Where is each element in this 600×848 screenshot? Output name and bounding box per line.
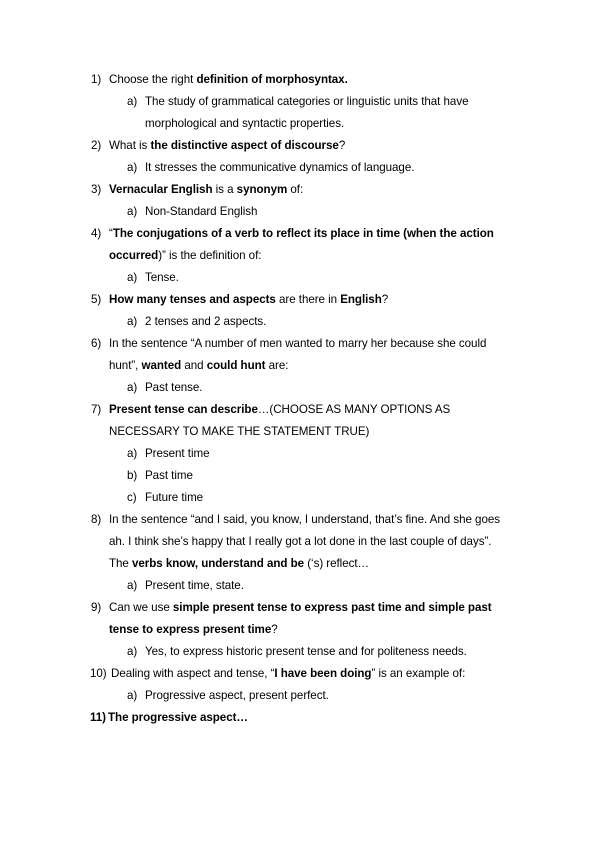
answer-letter: a) <box>127 315 138 328</box>
question-text-line <box>109 183 303 196</box>
question-number: 11) <box>90 711 106 724</box>
answer-letter: a) <box>127 271 138 284</box>
text: ” is an example of: <box>371 667 466 680</box>
text: NECESSARY TO MAKE THE STATEMENT TRUE) <box>109 425 370 438</box>
question-text-line <box>109 513 500 526</box>
answer-text-line: Tense. <box>145 271 179 284</box>
text: is a <box>212 183 237 196</box>
answer-letter: a) <box>127 579 138 592</box>
question-number: 5) <box>91 293 102 306</box>
text: ? <box>381 293 389 306</box>
text: In the sentence “and I said, you know, I understand, that’s fine. And she goes <box>109 513 500 526</box>
answer-letter: a) <box>127 689 138 702</box>
question-text-line <box>109 557 369 570</box>
answer-letter: a) <box>127 381 138 394</box>
question-text-line <box>109 293 388 306</box>
bold-text: wanted <box>141 359 182 372</box>
question-number: 7) <box>91 403 102 416</box>
question-text-line <box>109 623 278 636</box>
answer-letter: a) <box>127 447 138 460</box>
bold-text: synonym <box>236 183 288 196</box>
bold-text: tense to express present time <box>109 623 272 636</box>
answer-text-line: Yes, to express historic present tense and for politeness needs. <box>145 645 467 658</box>
question-text-line <box>111 667 465 680</box>
question-text-line <box>109 601 492 614</box>
bold-text: English <box>340 293 382 306</box>
question-number: 6) <box>91 337 102 350</box>
answer-text-line: morphological and syntactic properties. <box>145 117 345 130</box>
question-text-line <box>109 73 348 86</box>
text: In the sentence “A number of men wanted to marry her because she could <box>109 337 487 350</box>
answer-letter: a) <box>127 645 138 658</box>
bold-text: I have been doing <box>274 667 372 680</box>
answer-letter: a) <box>127 205 138 218</box>
text: hunt”, <box>109 359 142 372</box>
text: are: <box>265 359 289 372</box>
text: ah. I think she’s happy that I really got a lot done in the last couple of days”. <box>109 535 492 548</box>
bold-text: The progressive aspect… <box>108 711 248 724</box>
question-text-line <box>109 139 345 152</box>
bold-text: occurred <box>109 249 159 262</box>
bold-text: Present tense can describe <box>109 403 258 416</box>
question-text-line <box>109 535 491 548</box>
question-number: 1) <box>91 73 102 86</box>
answer-letter: b) <box>127 469 138 482</box>
answer-letter: c) <box>127 491 137 504</box>
text: and <box>181 359 207 372</box>
bold-text: definition of morphosyntax. <box>196 73 348 86</box>
text: of: <box>287 183 304 196</box>
answer-text-line: Present time, state. <box>145 579 244 592</box>
question-text-line <box>109 337 486 350</box>
question-number: 10) <box>90 667 107 680</box>
question-text-line <box>108 711 248 724</box>
question-number: 9) <box>91 601 102 614</box>
question-number: 2) <box>91 139 102 152</box>
bold-text: How many tenses and aspects <box>109 293 276 306</box>
answer-text-line: 2 tenses and 2 aspects. <box>145 315 267 328</box>
question-number: 3) <box>91 183 102 196</box>
text: (‘s) reflect… <box>304 557 370 570</box>
bold-text: The conjugations of a verb to reflect its place in time (when the action <box>112 227 494 240</box>
bold-text: Vernacular English <box>109 183 213 196</box>
text: “ <box>109 227 113 240</box>
bold-text: simple present tense to express past time and simple past <box>172 601 492 614</box>
question-number: 4) <box>91 227 102 240</box>
text: ? <box>271 623 278 636</box>
question-text-line <box>109 425 369 438</box>
text: ? <box>338 139 346 152</box>
text: )” is the definition of: <box>158 249 262 262</box>
bold-text: verbs know, understand and be <box>132 557 305 570</box>
answer-text-line: Past time <box>145 469 193 482</box>
question-text-line <box>109 403 450 416</box>
text: Dealing with aspect and tense, “ <box>111 667 275 680</box>
answer-letter: a) <box>127 161 138 174</box>
bold-text: could hunt <box>206 359 266 372</box>
answer-text-line: Past tense. <box>145 381 203 394</box>
question-text-line <box>109 249 261 262</box>
text: Can we use <box>109 601 173 614</box>
answer-text-line: It stresses the communicative dynamics of language. <box>145 161 415 174</box>
question-text-line <box>109 359 288 372</box>
text: The <box>109 557 132 570</box>
question-text-line <box>109 227 494 240</box>
text: What is <box>109 139 151 152</box>
text: Choose the right <box>109 73 197 86</box>
text: are there in <box>275 293 341 306</box>
text: …(CHOOSE AS MANY OPTIONS AS <box>257 403 451 416</box>
answer-text-line: The study of grammatical categories or linguistic units that have <box>145 95 469 108</box>
answer-text-line: Progressive aspect, present perfect. <box>145 689 329 702</box>
question-number: 8) <box>91 513 102 526</box>
answer-letter: a) <box>127 95 138 108</box>
answer-text-line: Present time <box>145 447 210 460</box>
answer-text-line: Future time <box>145 491 204 504</box>
bold-text: the distinctive aspect of discourse <box>150 139 339 152</box>
answer-text-line: Non-Standard English <box>145 205 258 218</box>
